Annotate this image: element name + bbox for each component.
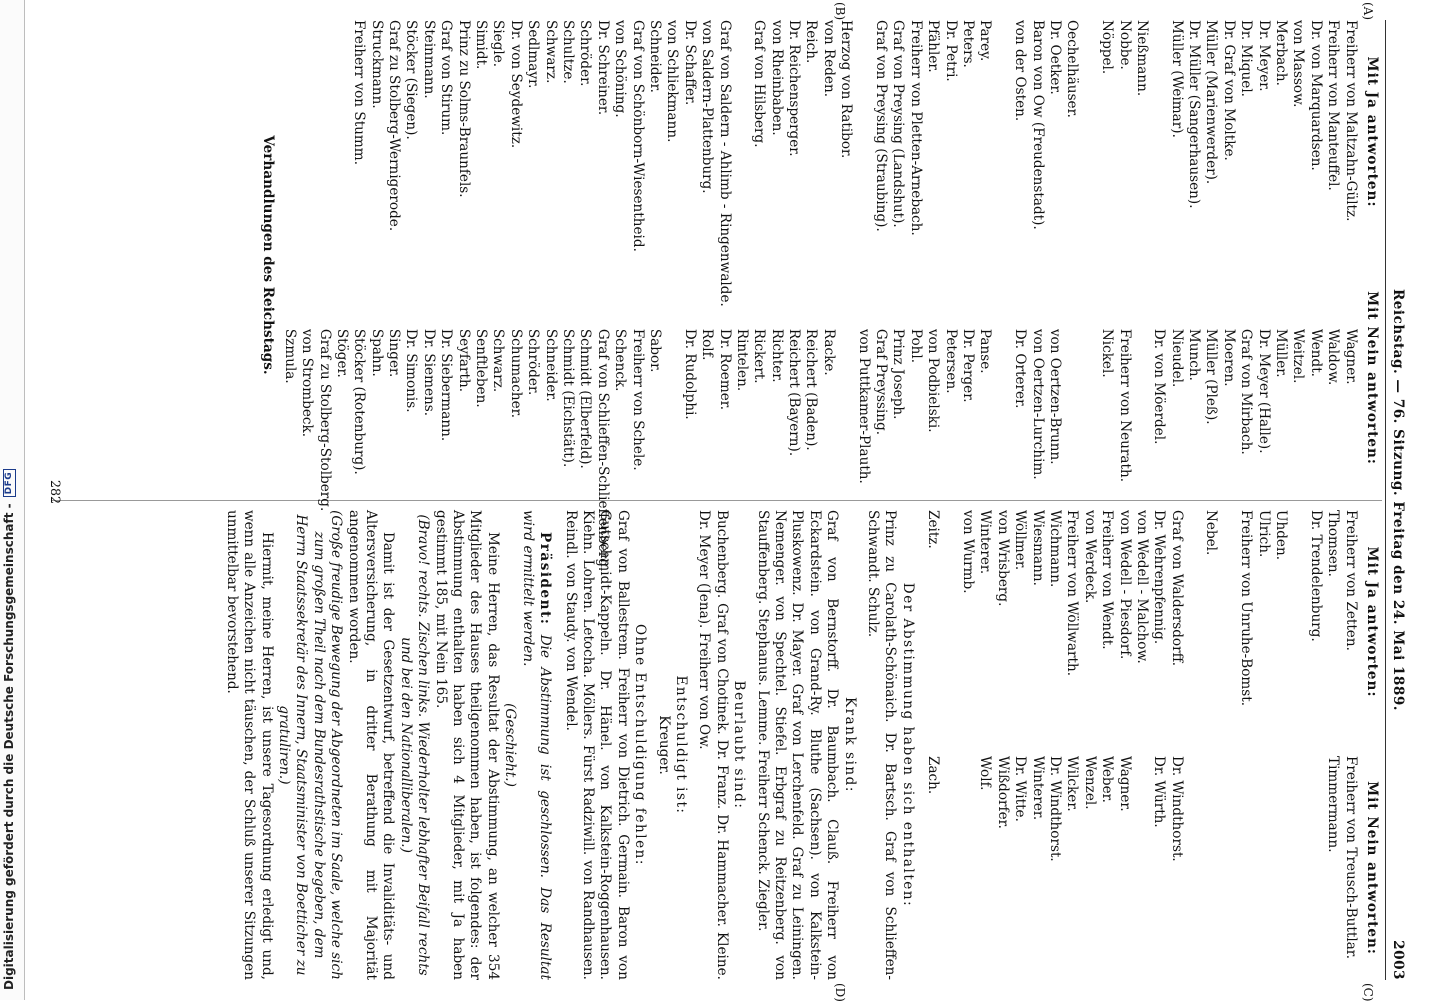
- name-entry: Munch.: [1186, 328, 1203, 381]
- name-entry: Dr. von Möerdel.: [1151, 328, 1168, 445]
- name-entry: Dr. Miquel.: [1238, 20, 1255, 97]
- name-entry: [1150, 20, 1167, 307]
- name-entry: Dr. Reichensperger.: [786, 20, 803, 157]
- sick-title: Krank sind:: [841, 697, 858, 793]
- name-entry: Dr. Würth.: [1151, 756, 1168, 828]
- name-entry: von Wedell - Piesdorf.: [1116, 510, 1133, 660]
- name-entry: Dr. Windthorst.: [1046, 756, 1063, 862]
- name-entry: Siegle.: [490, 20, 507, 68]
- name-entry: Spahn.: [368, 328, 385, 377]
- abstained-list: Prinz zu Carolath-Schönaich. Dr. Bartsch. Graf von Schlieffen-Schwandt. Schulz.: [865, 510, 899, 980]
- name-entry: Wichmann.: [1046, 510, 1063, 588]
- name-entry: [1185, 510, 1202, 734]
- name-entry: Schultze.: [560, 20, 577, 84]
- name-entry: [1185, 756, 1202, 980]
- name-entry: Zach.: [925, 756, 942, 795]
- name-entry: [959, 756, 976, 980]
- name-entry: Graf von Saldern - Ahlimb - Ringenwalde.: [716, 20, 733, 307]
- margin-marker-d: (D): [833, 983, 847, 1002]
- name-entry: Graf von Preysing (Straubing).: [873, 20, 890, 232]
- name-entry: Sedlmayr.: [525, 20, 542, 89]
- name-entry: Freiherr von Zetten.: [1342, 510, 1359, 651]
- name-entry: Dr. Wehrenpfennig.: [1151, 510, 1168, 645]
- name-entry: Stöcker (Siegen).: [403, 20, 420, 140]
- name-entry: Pohl.: [907, 328, 924, 364]
- margin-marker-b: (B): [833, 2, 847, 21]
- name-entry: Dr. Petri.: [942, 20, 959, 82]
- name-entry: Schröder.: [525, 328, 542, 396]
- name-entry: Dr. Orterer.: [1012, 328, 1029, 409]
- speaker-label: Präsident:: [537, 532, 554, 626]
- name-entry: Reichert (Baden).: [803, 328, 820, 451]
- name-entry: von Wrisberg.: [994, 510, 1011, 607]
- name-entry: Graf Preyssing.: [873, 328, 890, 436]
- name-entry: Graf von Waldersdorff.: [1168, 510, 1185, 667]
- name-entry: [1272, 756, 1289, 980]
- name-entry: Dr. Schreiner.: [594, 20, 611, 116]
- adopted-paragraph: Damit ist der Gesetzentwurf, betreffend die Invaliditäts- und Altersversicherung, in dritter Berathung mit Majorität angenommen worden.: [345, 510, 397, 980]
- name-entry: Moeren.: [1220, 328, 1237, 387]
- scanned-page: [32, 0, 1432, 1000]
- name-entry: Freiherr von Neurath.: [1116, 328, 1133, 483]
- name-entry: Prinz Joseph.: [890, 328, 907, 420]
- name-entry: Müller (Marienwerder).: [1203, 20, 1220, 185]
- name-entry: Freiherr von Stumm.: [351, 20, 368, 166]
- volume-footer: Verhandlungen des Reichstags.: [260, 135, 277, 375]
- name-entry: Wolf.: [977, 756, 994, 791]
- name-entry: [1080, 20, 1097, 307]
- stage-direction: (Geschieht.): [502, 703, 519, 787]
- name-entry: Dr. Perger.: [960, 328, 976, 403]
- name-entry: Freiherr von Unruhe-Bomst.: [1238, 510, 1255, 707]
- leave-list: Buchenberg. Graf von Chotinek. Dr. Franz. Dr. Hammacher. Kleine. Dr. Meyer (Jena). Freiherr von Ow.: [696, 510, 730, 980]
- name-entry: von Oertzen-Lurchim.: [1029, 328, 1046, 480]
- name-entry: Schmidt (Eichstätt).: [560, 328, 577, 468]
- no-heading: Mit Nein antworten:: [1364, 291, 1380, 465]
- name-entry: Nießmann.: [1133, 20, 1150, 97]
- name-entry: Weitzel.: [1290, 328, 1307, 384]
- name-entry: Merbach.: [1273, 20, 1290, 86]
- name-entry: Dr. Rudolphi.: [681, 328, 698, 420]
- name-entry: Freiherr von Maltzahn-Gültz.: [1342, 20, 1359, 222]
- name-entry: Dr. von Seydewitz.: [507, 20, 524, 149]
- name-entry: von Wurmb.: [960, 510, 976, 594]
- name-entry: Dr. Müller (Sangerhausen).: [1186, 20, 1203, 209]
- result-reaction: (Bravo! rechts. Zischen links. Wiederholter lebhafter Beifall rechts und bei den Nationalliberalen.): [397, 514, 432, 976]
- name-entry: Graf von Preysing (Landshut).: [890, 20, 907, 228]
- excused-list: Kreuger.: [655, 715, 672, 775]
- name-entry: Baron von Ow (Freudenstadt).: [1029, 20, 1046, 230]
- name-entry: Waldow.: [1325, 328, 1342, 386]
- name-entry: Dr. Witte.: [1012, 756, 1029, 822]
- name-entry: [1254, 756, 1271, 980]
- name-entry: Szmula.: [281, 328, 298, 384]
- name-entry: Freiherr von Manteuffel.: [1325, 20, 1342, 191]
- name-entry: Reichert (Bayern).: [786, 328, 803, 457]
- name-entry: [1133, 756, 1150, 980]
- name-entry: von Oertzen-Brunn.: [1046, 328, 1063, 465]
- name-entry: Graf von Schlieffen-Schlieffenberg.: [594, 328, 611, 572]
- name-entry: Herzog von Ratibor.: [838, 20, 855, 159]
- digitization-credit: [2, 469, 16, 990]
- name-entry: Oechelhäuser.: [1064, 20, 1081, 118]
- name-entry: von Rheinbaben.: [768, 20, 785, 136]
- name-entry: Graf zu Stolberg-Wernigerode.: [386, 20, 403, 232]
- closing-paragraph: Hiermit, meine Herren, ist unsere Tagesordnung erledigt und, wenn alle Anzeichen nicht täuschen, der Schluß unserer Sitzungen unmittelbar bevorstehend.: [223, 510, 275, 980]
- name-entry: Timmermann.: [1325, 756, 1342, 853]
- name-entry: Zeitz.: [925, 510, 942, 549]
- no-vote-list: [924, 756, 1359, 980]
- name-entry: [1202, 756, 1219, 980]
- name-entry: Nickel.: [1099, 328, 1116, 378]
- name-entry: Müller (Weimar).: [1168, 20, 1185, 138]
- name-entry: Dr. Schaffer.: [681, 20, 698, 106]
- name-entry: Dr. Siemens.: [420, 328, 437, 417]
- yes-vote-list: [924, 510, 1359, 734]
- margin-marker-c: (C): [1361, 983, 1375, 1002]
- president-text: Die Abstimmung ist geschlossen. Das Resultat wird ermittelt werden.: [519, 510, 554, 980]
- name-entry: Freiherr von Pletten-Arnebach.: [907, 20, 924, 236]
- name-entry: Dr. Trendelenburg.: [1307, 510, 1324, 642]
- name-entry: Seyfarth.: [455, 328, 472, 393]
- name-entry: Schneider.: [542, 328, 559, 402]
- name-entry: Schröder.: [577, 20, 594, 87]
- name-entry: von Schliekmann.: [664, 20, 681, 143]
- name-entry: Thomsen.: [1325, 510, 1342, 577]
- name-entry: [1289, 510, 1306, 734]
- name-entry: Wagner.: [1342, 328, 1359, 385]
- name-entry: Ulrich.: [1255, 510, 1272, 558]
- name-entry: Schneider.: [646, 20, 663, 93]
- name-entry: [941, 510, 958, 734]
- name-entry: Struckmann.: [368, 20, 385, 109]
- right-column: [60, 510, 1380, 980]
- name-entry: Nöppel.: [1099, 20, 1116, 75]
- name-entry: Stöger.: [333, 328, 350, 378]
- name-entry: Graf von Hilsberg.: [751, 20, 768, 148]
- name-entry: Prinz zu Solms-Braunfels.: [455, 20, 472, 198]
- name-entry: Müller.: [1273, 328, 1290, 378]
- no-heading: Mit Nein antworten:: [1364, 781, 1380, 955]
- name-entry: Panse.: [977, 328, 994, 374]
- name-entry: Dr. Oetker.: [1046, 20, 1063, 95]
- name-entry: Dr. Meyer.: [1255, 20, 1272, 92]
- name-entry: Wiesmann.: [1029, 510, 1046, 586]
- yes-heading: Mit Ja antworten:: [1364, 56, 1380, 208]
- name-entry: von Massow.: [1290, 20, 1307, 108]
- result-paragraph: Meine Herren, das Resultat der Abstimmung, an welcher 354 Mitglieder des Hauses theilgenommen haben, ist folgendes: der Abstimmung enthalten haben sich 4 Mitglieder, mit Ja haben gestimmt 185, mit Nein 165.: [432, 510, 501, 980]
- name-entry: Freiherr von Wöllwarth.: [1064, 510, 1081, 677]
- name-entry: Schwarz.: [542, 20, 559, 84]
- name-entry: von Reden.: [820, 20, 837, 98]
- name-entry: von Puttkamer-Plauth.: [855, 328, 872, 484]
- excused-title: Entschuldigt ist:: [672, 675, 689, 815]
- leave-title: Beurlaubt sind:: [731, 680, 748, 810]
- folio-number: 282: [48, 480, 63, 505]
- name-entry: Dr. Windthorst.: [1168, 756, 1185, 862]
- name-entry: Müller (Pleß).: [1203, 328, 1220, 425]
- name-entry: Wagner.: [1116, 756, 1133, 812]
- name-entry: Steinmann.: [420, 20, 437, 99]
- name-entry: [941, 756, 958, 980]
- name-entry: Senftleben.: [473, 328, 490, 408]
- name-entry: Freiherr von Wendt.: [1099, 510, 1116, 650]
- margin-marker-a: (A): [1361, 2, 1375, 21]
- name-entry: Graf von Schönborn-Wiesentheid.: [629, 20, 646, 252]
- credit-text: Digitalisierung gefördert durch die Deutsche Forschungsgemeinschaft -: [2, 503, 16, 990]
- name-entry: Sabor.: [646, 328, 663, 373]
- name-entry: Pfähler.: [925, 20, 942, 73]
- name-entry: von Wedell - Malchow.: [1133, 510, 1150, 664]
- name-entry: Nobbe.: [1116, 20, 1133, 70]
- name-entry: Wenzel.: [1081, 756, 1098, 810]
- sick-list: Graf von Bernstorff. Dr. Baumbach. Clauß. Freiherr von Eckardstein. von Grand-Ry. Bluthe (Sachsen). von Kalkstein-Pluskowenz. Dr. Mayer. Graf von Lerchenfeld. Graf zu Leiningen. Nemenger. von Spechtel. Stiefel. Erbgraf zu Reitzenberg. von Stauffenberg. Stephanus. Lemme. Freiherr Schenck. Ziegler.: [754, 510, 841, 980]
- name-entry: Graf von Stirum.: [438, 20, 455, 136]
- name-entry: Freiherr von Treusch-Buttlar.: [1342, 756, 1359, 960]
- president-statement: [518, 510, 553, 980]
- digitization-credit-strip: [0, 0, 25, 1000]
- name-entry: [1219, 510, 1236, 734]
- name-entry: Reich.: [803, 20, 820, 64]
- yes-vote-list: [280, 20, 1358, 307]
- name-entry: [1219, 756, 1236, 980]
- without-excuse-list: Graf von Ballestrem. Freiherr von Dietrich. Germain. Baron von Gutschmidt-Kappeln. Dr. Hänel. von Kalkstein-Roggenhausen. Kiehn. Lohren. Letocha. Möllers. Fürst Radziwill. von Randhausen. Reindl. von Staudy. von Wendel.: [562, 510, 631, 980]
- name-entry: Freiherr von Schele.: [629, 328, 646, 471]
- name-entry: Graf von Mirbach.: [1238, 328, 1255, 455]
- name-entry: Schenck.: [612, 328, 629, 392]
- name-entry: von Saldern-Plattenburg.: [699, 20, 716, 194]
- page-number: 2003: [1390, 940, 1406, 980]
- name-entry: Nieudel.: [1168, 328, 1185, 388]
- yes-heading: Mit Ja antworten:: [1364, 546, 1380, 698]
- name-entry: Dr. Meyer (Halle).: [1255, 328, 1272, 454]
- name-entry: Dr. Siebermann.: [438, 328, 455, 442]
- page-header: [1385, 20, 1408, 980]
- name-entry: Peters.: [960, 20, 976, 68]
- name-entry: Schmidt (Elberfeld).: [577, 328, 594, 469]
- name-entry: von Strombeck.: [299, 328, 316, 438]
- name-entry: [854, 20, 871, 307]
- name-entry: [993, 20, 1010, 307]
- name-entry: Wendt.: [1307, 328, 1324, 377]
- name-entry: Dr. von Marquardsen.: [1307, 20, 1324, 171]
- name-entry: Wißdorfer.: [994, 756, 1011, 829]
- name-entry: Rintelen.: [733, 328, 750, 392]
- name-entry: Weber.: [1099, 756, 1116, 803]
- abstained-title: Der Abstimmung haben sich enthalten:: [899, 582, 916, 908]
- name-entry: Rolf.: [699, 328, 716, 361]
- name-entry: von der Osten.: [1012, 20, 1029, 122]
- name-entry: Winterer.: [977, 510, 994, 575]
- name-entry: Parey.: [977, 20, 994, 62]
- name-entry: Dr. Graf von Moltke.: [1220, 20, 1237, 161]
- name-entry: von Werdeck.: [1081, 510, 1098, 604]
- name-entry: Winterer.: [1029, 756, 1046, 821]
- name-entry: Schwarz.: [490, 328, 507, 393]
- adopted-reaction: (Große freudige Bewegung der Abgeordneten im Saale, welche sich zum großen Theil nach dem Bundesrathstische begeben, dem Herrn Staatssekretär des Innern, Staatsminister von Boetticher zu gratuliren.): [276, 510, 345, 980]
- name-entry: Rickert.: [751, 328, 768, 384]
- name-entry: Dr. Roemer.: [716, 328, 733, 411]
- name-entry: Uhden.: [1273, 510, 1290, 561]
- name-entry: Richter.: [768, 328, 785, 383]
- name-entry: Racke.: [820, 328, 837, 376]
- name-entry: [1289, 756, 1306, 980]
- name-entry: Simidt.: [473, 20, 490, 70]
- name-entry: Graf zu Stolberg-Stolberg.: [316, 328, 333, 512]
- name-entry: von Podbielski.: [925, 328, 942, 433]
- name-entry: Nebel.: [1203, 510, 1220, 556]
- name-entry: [1237, 756, 1254, 980]
- name-entry: von Schöning.: [612, 20, 629, 118]
- name-entry: Singer.: [386, 328, 403, 378]
- name-entry: Petersen.: [942, 328, 959, 394]
- name-entry: Schumacher.: [507, 328, 524, 419]
- session-header: Reichstag. — 76. Sitzung. Freitag den 24. Mai 1889.: [1390, 288, 1406, 712]
- name-entry: Stöcker (Rotenburg).: [351, 328, 368, 475]
- dfg-logo-icon: DFG: [3, 469, 16, 498]
- name-entry: [733, 20, 750, 307]
- name-entry: [1306, 756, 1323, 980]
- name-entry: Wöllmer.: [1012, 510, 1029, 571]
- without-excuse-title: Ohne Entschuldigung fehlen:: [632, 624, 649, 866]
- name-entry: Wilcker.: [1064, 756, 1081, 812]
- name-entry: Dr. Simonis.: [403, 328, 420, 413]
